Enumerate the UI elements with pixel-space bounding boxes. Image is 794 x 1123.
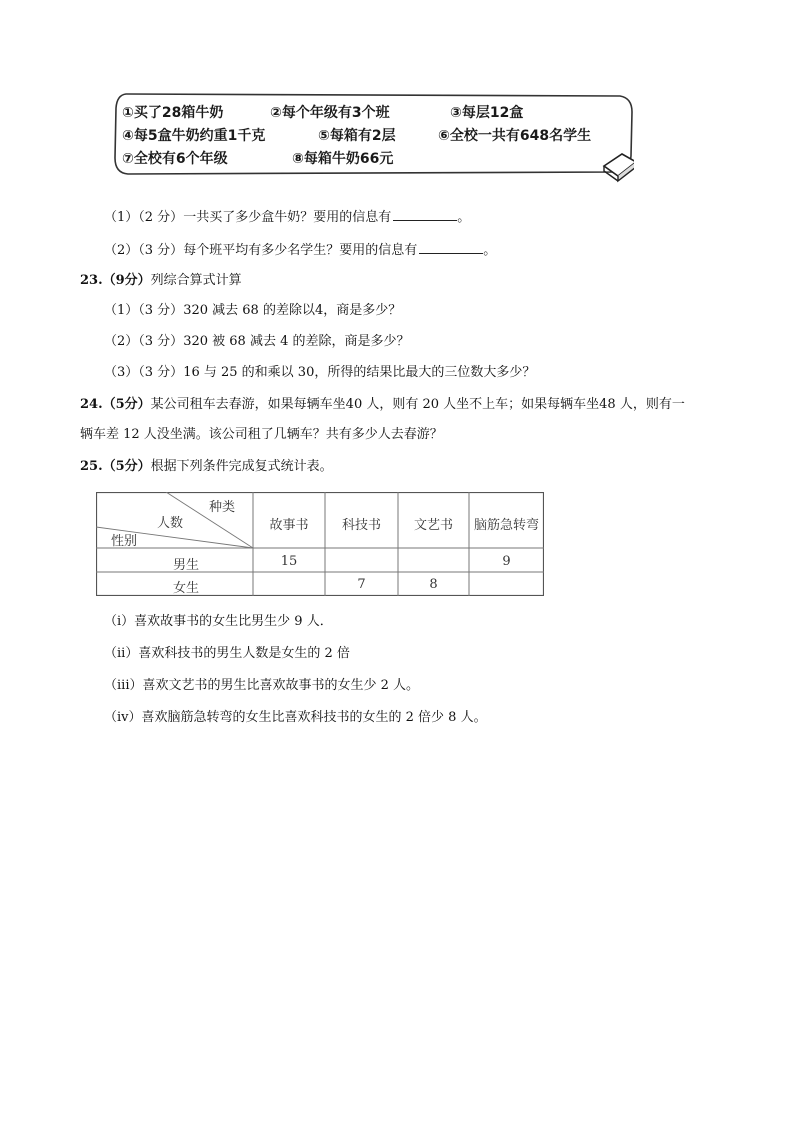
corner-gender-label: 性别 [110,534,137,549]
question-score: （5分） [102,397,151,412]
info-item-4: ④每5盒牛奶约重1千克 [122,128,266,144]
q24-line2 [80,427,443,443]
corner-kind-label: 种类 [208,500,235,515]
question-number: 24. [80,397,103,412]
sub-text: 一共买了多少盒牛奶？要用的信息有 [183,210,392,225]
question-score: （5分） [102,459,151,474]
statistics-table [96,492,544,596]
condition-2: （ii）喜欢科技书的男生人数是女生的 2 倍 [104,646,350,661]
q22-sub1 [104,208,470,226]
sub-num: （1） [104,303,139,318]
info-item-3: ③每层12盒 [450,105,524,121]
condition-1: （i）喜欢故事书的女生比男生少 9 人． [104,614,333,629]
sub-score: （3 分） [138,243,184,258]
info-item-1: ①买了28箱牛奶 [122,105,224,121]
sub-num: （1） [104,210,139,225]
q23-sub2 [104,334,409,350]
col-header-riddles: 脑筋急转弯 [473,518,539,533]
question-text: 某公司租车去春游，如果每辆车坐40 人，则有 20 人坐不上车；如果每辆车坐48 人，则有一 [150,397,685,412]
question-score: （9分） [102,273,151,288]
question-number: 25. [80,459,103,474]
question-title: 根据下列条件完成复式统计表。 [150,459,333,474]
q23-sub1 [104,303,401,319]
info-item-7: ⑦全校有6个年级 [122,151,228,167]
sub-text: 每个班平均有多少名学生？要用的信息有 [183,243,418,258]
sub-text: 16 与 25 的和乘以 30，所得的结果比最大的三位数大多少？ [183,365,536,380]
sub-score: （3 分） [138,303,184,318]
sub-num: （3） [104,365,139,380]
info-box [112,90,634,178]
sub-score: （3 分） [138,365,184,380]
answer-blank[interactable] [393,208,457,221]
condition-3: （iii）喜欢文艺书的男生比喜欢故事书的女生少 2 人。 [104,678,420,693]
eraser-icon [604,154,634,181]
q22-sub2 [104,241,496,259]
info-item-2: ②每个年级有3个班 [270,105,390,121]
sub-text: 320 减去 68 的差除以4，商是多少？ [183,303,402,318]
sub-num: （2） [104,334,139,349]
condition-4: （iv）喜欢脑筋急转弯的女生比喜欢科技书的女生的 2 倍少 8 人。 [104,710,487,725]
q25-heading [80,459,333,475]
q24-line1 [80,397,685,413]
cell-boys-riddles[interactable]: 9 [502,554,511,569]
col-header-story: 故事书 [269,518,309,533]
info-item-6: ⑥全校一共有648名学生 [438,128,592,144]
sub-score: （3 分） [138,334,184,349]
sub-end: 。 [457,210,471,225]
question-number: 23. [80,273,103,288]
corner-count-label: 人数 [156,516,183,531]
col-header-science: 科技书 [341,518,381,533]
cell-boys-story[interactable]: 15 [280,554,298,569]
sub-text: 320 被 68 减去 4 的差除，商是多少？ [183,334,410,349]
sub-score: （2 分） [138,210,184,225]
cell-girls-literature[interactable]: 8 [429,577,438,592]
cell-girls-science[interactable]: 7 [357,577,366,592]
row-label-boys: 男生 [172,558,199,573]
info-item-5: ⑤每箱有2层 [318,128,396,144]
question-title: 列综合算式计算 [150,273,242,288]
info-item-8: ⑧每箱牛奶66元 [292,151,394,167]
sub-num: （2） [104,243,139,258]
row-label-girls: 女生 [172,581,199,596]
answer-blank[interactable] [419,241,483,254]
sub-end: 。 [483,243,497,258]
q23-heading [80,273,242,289]
q23-sub3 [104,365,535,381]
question-text: 辆车差 12 人没坐满。该公司租了几辆车？共有多少人去春游？ [80,427,443,442]
col-header-literature: 文艺书 [413,518,453,533]
